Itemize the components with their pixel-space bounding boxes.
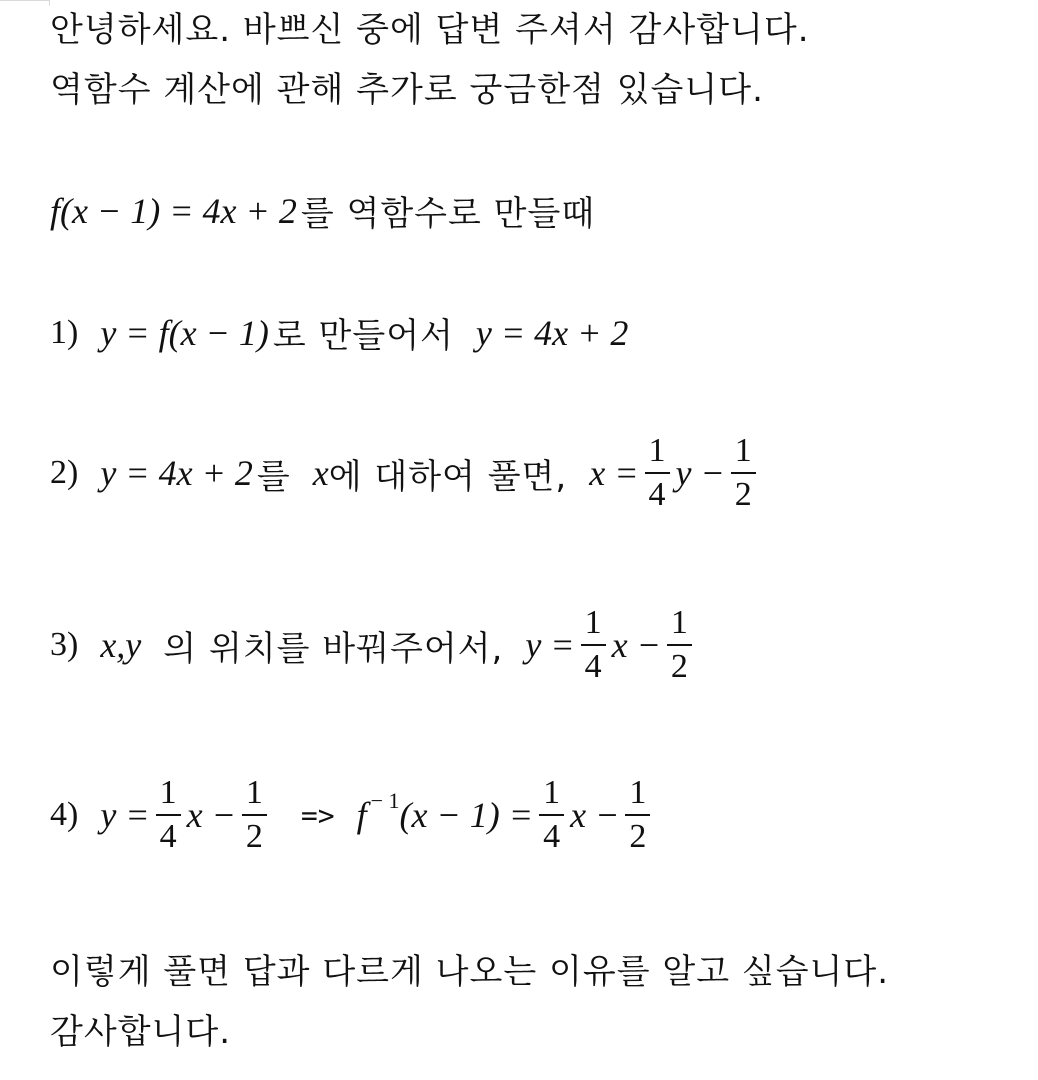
fraction-one-half: [625, 776, 650, 854]
intro-line-1: 안녕하세요. 바쁘신 중에 답변 주셔서 감사합니다.: [50, 10, 810, 50]
fraction-one-quarter: [539, 776, 564, 854]
inverse-argument: (x − 1) =: [399, 795, 534, 835]
step-2-text-a: 를: [256, 456, 291, 497]
step-4-middle: x −: [186, 795, 236, 835]
denominator: 4: [584, 648, 602, 685]
step-4: [50, 776, 656, 854]
step-number: 1): [50, 313, 79, 351]
step-4-lhs: y =: [100, 795, 150, 835]
numerator: 1: [629, 774, 647, 811]
step-4-middle-2: x −: [570, 795, 620, 835]
page-corner-mark: [0, 0, 50, 1]
numerator: 1: [648, 432, 666, 469]
step-2-lhs: x =: [589, 453, 639, 493]
step-2-text-b: 에 대하여 풀면,: [328, 456, 568, 497]
question-line: [50, 186, 595, 235]
step-1-text: 로 만들어서: [272, 316, 454, 356]
numerator: 1: [245, 774, 263, 811]
question-text: 를 역함수로 만들때: [300, 194, 596, 234]
fraction-one-half: [667, 606, 692, 684]
step-number: 4): [50, 796, 79, 833]
numerator: 1: [670, 604, 688, 641]
denominator: 2: [670, 648, 688, 685]
step-1-expression-a: y = f(x − 1): [100, 312, 269, 353]
fraction-one-quarter: [581, 606, 606, 684]
inverse-function-symbol: f: [356, 795, 367, 835]
denominator: 4: [648, 476, 666, 513]
step-3-lhs: y =: [525, 625, 575, 665]
denominator: 4: [543, 818, 561, 855]
step-2: [50, 434, 762, 512]
fraction-one-half: [731, 434, 756, 512]
implies-arrow: =>: [300, 798, 335, 832]
step-number: 2): [50, 454, 79, 491]
fraction-one-quarter: [156, 776, 181, 854]
denominator: 2: [734, 476, 752, 513]
step-1: [50, 308, 628, 357]
step-1-expression-b: y = 4x + 2: [475, 312, 629, 353]
closing-line-2: 감사합니다.: [50, 1012, 232, 1052]
numerator: 1: [734, 432, 752, 469]
inverse-superscript: − 1: [370, 788, 400, 813]
intro-line-2: 역함수 계산에 관해 추가로 궁금한점 있습니다.: [50, 70, 764, 110]
step-3-middle: x −: [611, 625, 661, 665]
fraction-one-half: [242, 776, 267, 854]
question-expression: f(x − 1) = 4x + 2: [50, 190, 297, 231]
denominator: 2: [629, 818, 647, 855]
closing-line-1: 이렇게 풀면 답과 다르게 나오는 이유를 알고 싶습니다.: [50, 952, 890, 992]
step-2-middle: y −: [675, 453, 725, 493]
denominator: 4: [159, 818, 177, 855]
step-2-variable: x: [312, 453, 329, 493]
step-3-variables: x,y: [100, 625, 142, 665]
fraction-one-quarter: [645, 434, 670, 512]
step-3: [50, 606, 698, 684]
step-number: 3): [50, 626, 79, 663]
numerator: 1: [159, 774, 177, 811]
numerator: 1: [543, 774, 561, 811]
numerator: 1: [584, 604, 602, 641]
step-3-text: 의 위치를 바꿔주어서,: [163, 628, 504, 669]
step-2-expression: y = 4x + 2: [100, 453, 253, 493]
denominator: 2: [245, 818, 263, 855]
